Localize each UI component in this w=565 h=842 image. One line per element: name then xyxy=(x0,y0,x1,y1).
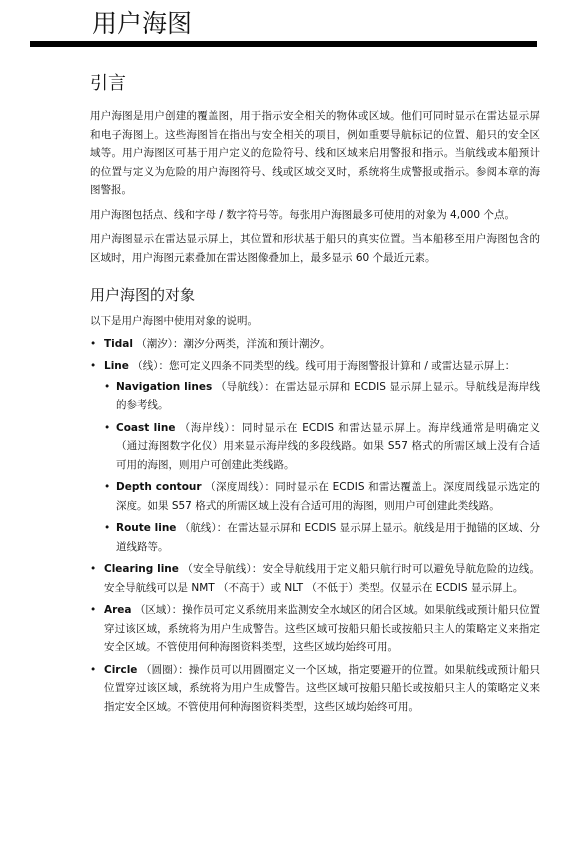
item-term: Navigation lines xyxy=(116,380,213,393)
objects-list xyxy=(90,335,540,717)
intro-paragraph: 用户海图显示在雷达显示屏上，其位置和形状基于船只的真实位置。当本船移至用户海图包含的区域时，用户海图元素叠加在雷达图像叠加上，最多显示 60 个最近元素。 xyxy=(90,233,540,264)
bullet-icon: • xyxy=(90,337,97,350)
item-term: Line xyxy=(104,360,129,372)
item-term: Route line xyxy=(116,522,177,534)
item-term: Coast line xyxy=(116,421,176,434)
intro-paragraph: 用户海图包括点、线和字母 / 数字符号等。每张用户海图最多可使用的对象为 4,000 个点。 xyxy=(90,208,515,221)
bullet-icon: • xyxy=(104,481,111,493)
list-item-coast-line xyxy=(104,419,540,475)
item-description: （航线）：在雷达显示屏和 ECDIS 显示屏上显示。航线是用于抛锚的区域、分道线路等。 xyxy=(116,522,540,553)
intro-heading: 引言 xyxy=(90,73,126,94)
intro-paragraph: 用户海图是用户创建的覆盖图，用于指示安全相关的物体或区域。他们可同时显示在雷达显示屏和电子海图上。这些海图旨在指出与安全相关的项目，例如重要导航标记的位置、船只的安全区域等。用户海图区可基于用户定义的危险符号、线和区域来启用警报和指示。当航线或本船预计的位置与定义为危险的用户海图符号、线或区域交叉时，系统将生成警报或指示。参阅本章的海图警报。 xyxy=(90,110,540,196)
item-term: Tidal xyxy=(104,337,133,350)
list-item-tidal xyxy=(90,335,540,354)
list-item-navigation-lines xyxy=(104,378,540,415)
page-title: 用户海图 xyxy=(92,9,193,38)
page-content xyxy=(90,72,540,720)
bullet-icon: • xyxy=(90,663,97,676)
item-description: （安全导航线）：安全导航线用于定义船只航行时可以避免导航危险的边线。安全导航线可以是 NMT （不高于）或 NLT （不低于）类型。仅显示在 ECDIS 显示屏上。 xyxy=(104,563,541,594)
title-rule xyxy=(30,41,537,47)
list-item-depth-contour xyxy=(104,478,540,515)
bullet-icon: • xyxy=(104,522,111,534)
item-description: （深度周线）：同时显示在 ECDIS 和雷达覆盖上。深度周线显示选定的深度。如果 S57 格式的所需区域上没有合适可用的海图，则用户可创建此类线路。 xyxy=(116,481,541,512)
item-description: （潮汐）：潮汐分两类，洋流和预计潮汐。 xyxy=(132,337,331,350)
item-description: （海岸线）：同时显示在 ECDIS 和雷达显示屏上。海岸线通常是明确定义 （通过海图数字化仪）用来显示海岸线的多段线路。如果 S57 格式的所需区域上没有合适可用的海图，则用户可创建此类线路。 xyxy=(116,421,540,471)
item-term: Clearing line xyxy=(104,563,179,575)
bullet-icon: • xyxy=(104,380,111,393)
list-item-line xyxy=(90,357,540,556)
objects-heading: 用户海图的对象 xyxy=(90,286,196,304)
objects-intro: 以下是用户海图中使用对象的说明。 xyxy=(90,315,258,327)
list-item-area xyxy=(90,601,540,657)
bullet-icon: • xyxy=(90,563,97,575)
bullet-icon: • xyxy=(90,360,97,372)
list-item-route-line xyxy=(104,519,540,556)
list-item-circle xyxy=(90,661,540,717)
bullet-icon: • xyxy=(90,604,97,616)
line-types-list xyxy=(104,378,540,557)
list-item-clearing-line xyxy=(90,560,540,597)
item-term: Area xyxy=(104,604,132,616)
item-description: （线）：您可定义四条不同类型的线。线可用于海图警报计算和 / 或雷达显示屏上： xyxy=(128,360,516,372)
item-term: Depth contour xyxy=(116,481,202,493)
item-description: （圆圈）：操作员可以用圆圈定义一个区域，指定要避开的位置。如果航线或预计船只位置穿过该区域，系统将为用户生成警告。这些区域可按船只船长或按船只主人的策略定义来指定安全区域。不管使用何种海图资料类型，这些区域均始终可用。 xyxy=(104,663,540,713)
bullet-icon: • xyxy=(104,421,111,434)
item-description: （区域）：操作员可定义系统用来监测安全水域区的闭合区域。如果航线或预计船只位置穿过该区域，系统将为用户生成警告。这些区域可按船只船长或按船只主人的策略定义来指定安全区域。不管使用何种海图资料类型，这些区域均始终可用。 xyxy=(104,604,540,653)
item-description: （导航线）：在雷达显示屏和 ECDIS 显示屏上显示。导航线是海岸线的参考线。 xyxy=(116,380,540,411)
item-term: Circle xyxy=(104,663,138,676)
